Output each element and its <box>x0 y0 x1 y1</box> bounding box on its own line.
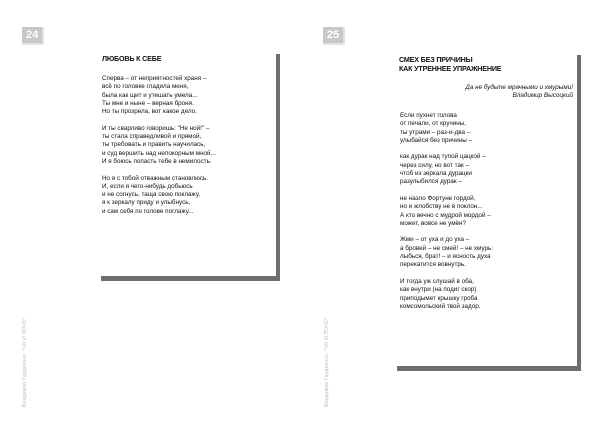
right-page <box>300 0 600 425</box>
poem-line: И, если я чего-нибудь добьюсь <box>102 182 193 190</box>
poem-line: не назло Фортуне гордой, <box>400 194 476 202</box>
poem-line: ты требовать и править научилась, <box>102 141 206 149</box>
poem-line: И я боюсь попасть тебе в немилость. <box>102 157 212 165</box>
poem-line: была как щит и утешать умела... <box>102 91 198 99</box>
poem-line: всё по головке гладила меня, <box>102 83 189 91</box>
stanza <box>400 278 572 311</box>
poem-line: как дурак над тупой цацкой – <box>400 153 486 161</box>
side-author-caption: Владимир Гордиенко. "ЧО И ПОЧО" <box>22 317 28 407</box>
poem-body <box>102 75 274 224</box>
poem-line: Но ты прозрела, вот какое дело. <box>102 108 197 116</box>
poem-line: ты стала справедливой и прямой, <box>102 133 202 141</box>
poem-line: но и жлобству не в поклон... <box>400 203 483 211</box>
poem-card <box>97 49 276 276</box>
poem-line: а бровей – не смей! – не хмурь: <box>400 244 494 252</box>
poem-card <box>393 50 577 366</box>
poem-line: А кто вечно с мудрой мордой – <box>400 211 491 219</box>
poem-line: комсомольский твой задор. <box>400 302 481 310</box>
poem-line: и сам себя по голове поглажу... <box>102 207 194 215</box>
poem-line: лыбься, брат! – и ясность духа <box>400 253 491 261</box>
title-line: ЛЮБОВЬ К СЕБЕ <box>102 54 162 63</box>
poem-line: Если пухнет голова <box>400 112 457 119</box>
poem-line: приподымет крышку гроба <box>400 294 478 302</box>
stanza <box>400 153 572 186</box>
title-line: КАК УТРЕННЕЕ УПРАЖНЕНИЕ <box>399 63 502 73</box>
poem-title <box>102 55 272 64</box>
poem-line: как внутри (на подиг скор) <box>400 286 477 294</box>
epigraph-text: Да не будьте мрачными и хмурыми! <box>465 84 573 91</box>
poem-line: через силу, но вот так – <box>400 161 469 169</box>
poem-line: ты утрами – раз-и-два – <box>400 128 471 136</box>
stanza <box>400 112 572 145</box>
stanza <box>102 75 274 116</box>
poem-line: и суд вершить над непокорным мной... <box>102 149 216 157</box>
stanza <box>400 195 572 228</box>
stanza <box>400 236 572 269</box>
page-number: 25 <box>323 27 345 45</box>
page-number: 24 <box>22 27 44 45</box>
epigraph <box>395 84 573 100</box>
title-line: СМЕХ БЕЗ ПРИЧИНЫ <box>399 55 473 64</box>
poem-line: перекатится вовнутрь. <box>400 261 466 269</box>
poem-line: И тогда уж слушай в оба, <box>400 277 474 285</box>
poem-line: И ты сварливо говоришь: "Не ной!" – <box>102 124 210 132</box>
poem-line: Жми – от уха и до уха – <box>400 236 470 244</box>
stanza <box>102 175 274 216</box>
poem-line: и не согнусь, таща свою поклажу, <box>102 191 201 199</box>
poem-line: разулыбился дурак – <box>400 178 462 186</box>
stanza <box>102 125 274 166</box>
poem-line: Ты мне и ныне – верная броня. <box>102 99 194 107</box>
poem-title <box>399 56 574 73</box>
poem-line: от печали, от кручины, <box>400 120 467 128</box>
poem-line: улыбайся без причины – <box>400 136 473 144</box>
poem-line: Но я с тобой отважным становлюсь. <box>102 174 209 182</box>
poem-line: чтоб из зеркала дурацки <box>400 170 472 178</box>
poem-line: может, вовсе не умён? <box>400 219 467 227</box>
poem-line: Сперва – от неприятностей храня – <box>102 75 207 82</box>
side-author-caption: Владимир Гордиенко. "ЧО И ПОЧО" <box>324 317 330 407</box>
poem-body <box>400 112 572 319</box>
epigraph-author: Владимир Высоцкий <box>512 92 573 100</box>
poem-line: я к зеркалу приду и улыбнусь, <box>102 199 191 207</box>
